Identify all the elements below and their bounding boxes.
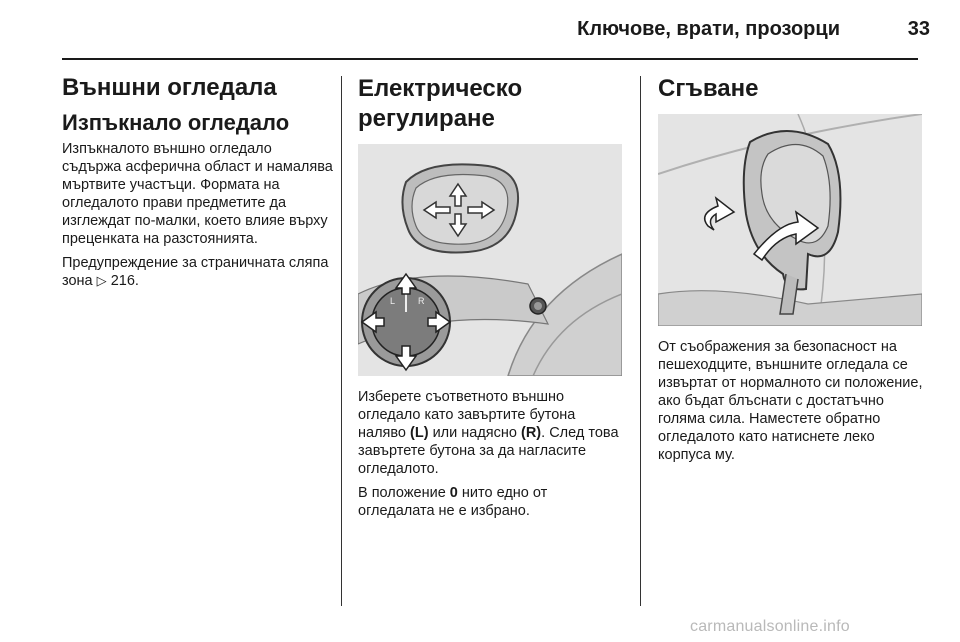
- column-2: [358, 74, 624, 526]
- folding-paragraph: От съображения за безопасност на пешеходците, външните огледала се извъртат от нормалното си положение, ако бъдат блъснати с достатъчно голяма сила. Наместете обратно огледалото като натиснете леко корпуса му.: [658, 339, 923, 463]
- left-label: (L): [410, 425, 429, 441]
- blind-spot-page-ref[interactable]: 216.: [110, 273, 139, 289]
- adjust-text-c: . След това завъртете бутона за да нагласите огледалото.: [358, 425, 619, 477]
- neutral-position-paragraph: [358, 484, 624, 520]
- blind-spot-text: Предупреждение за страничната сляпа зона: [62, 255, 329, 289]
- mirror-control-illustration: [358, 144, 622, 376]
- watermark: carmanualsonline.info: [690, 618, 850, 635]
- adjust-text-b: или надясно: [428, 425, 521, 441]
- knob-label-r: R: [418, 296, 425, 306]
- section-title: Външни огледала: [62, 74, 277, 101]
- column-1: [62, 74, 334, 296]
- column-divider-1: [341, 76, 342, 606]
- neutral-text-a: В положение: [358, 485, 450, 501]
- convex-mirror-paragraph: Изпъкналото външно огледало съдържа асферична област и намалява мъртвите участъци. Формата на огледалото прави предметите да изглеждат по-малки, което влияе върху преценката на разстоянията.: [62, 141, 333, 247]
- reference-arrow-icon: ▷: [96, 273, 107, 288]
- column-3: [658, 74, 924, 470]
- header-rule: [62, 58, 918, 60]
- mirror-folding-illustration: [658, 114, 922, 326]
- right-label: (R): [521, 425, 542, 441]
- knob-label-l: L: [390, 296, 396, 306]
- neutral-text-b: нито едно от огледалата не е избрано.: [358, 485, 548, 519]
- blind-spot-paragraph: [62, 254, 334, 290]
- adjust-text-a: Изберете съответното външно огледало като завъртите бутона наляво: [358, 389, 576, 441]
- electric-adjust-heading: Електрическо регулиране: [358, 75, 523, 132]
- folding-heading: Сгъване: [658, 75, 759, 102]
- page-header-title: Ключове, врати, прозорци: [577, 18, 840, 40]
- page-number: 33: [907, 18, 930, 40]
- column-divider-2: [640, 76, 641, 606]
- zero-label: 0: [449, 485, 458, 501]
- subsection-title: Изпъкнало огледало: [62, 110, 290, 135]
- adjust-instruction-paragraph: [358, 388, 624, 478]
